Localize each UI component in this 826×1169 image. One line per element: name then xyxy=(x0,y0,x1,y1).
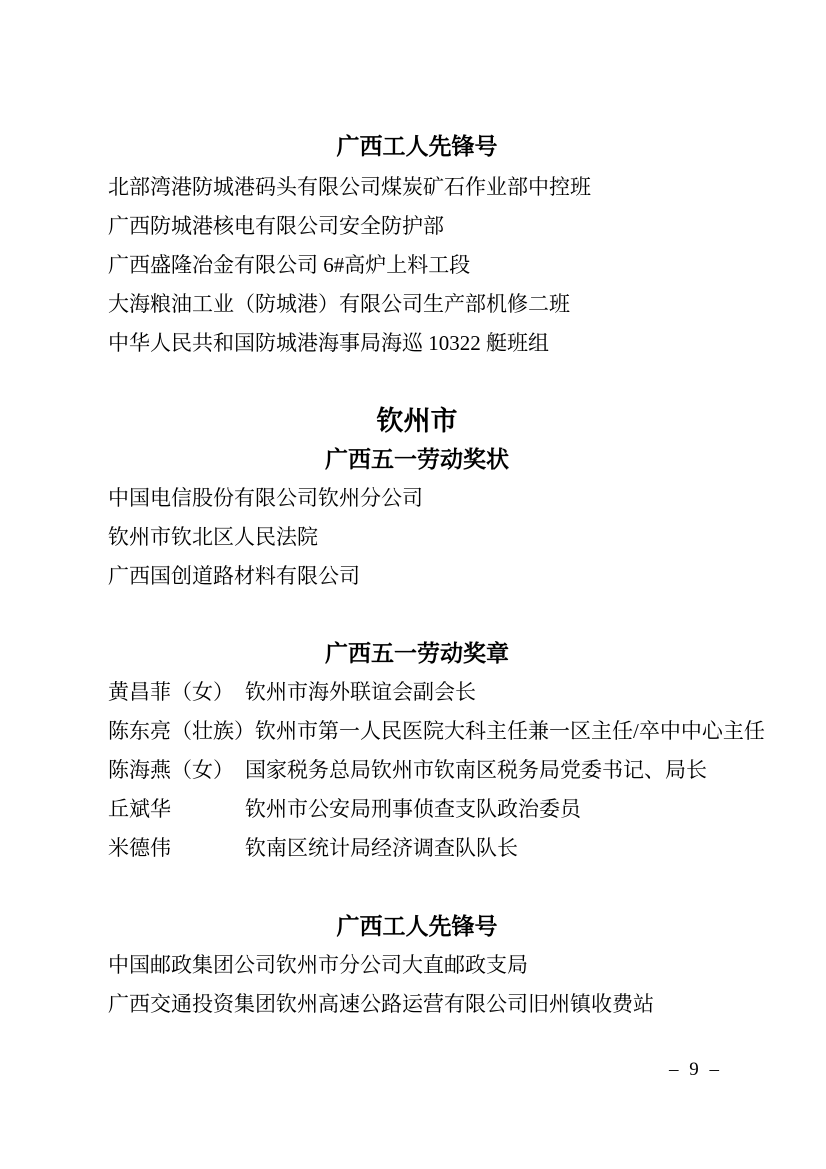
document-content xyxy=(108,0,765,1024)
list-item: 大海粮油工业（防城港）有限公司生产部机修二班 xyxy=(108,292,570,316)
city-heading-qinzhou: 钦州市 xyxy=(376,406,458,436)
section-heading-worker-pioneer-fangchenggang: 广西工人先锋号 xyxy=(336,133,498,159)
list-item xyxy=(108,790,726,829)
section-heading-worker-pioneer-qinzhou: 广西工人先锋号 xyxy=(336,913,498,939)
recipient-role: 钦州市海外联谊会副会长 xyxy=(245,680,476,704)
list-item: 中华人民共和国防城港海事局海巡 10322 艇班组 xyxy=(108,331,549,355)
recipient-name: 陈海燕（女） xyxy=(108,758,234,782)
entry-list-may1-labor-certificate xyxy=(108,479,726,596)
list-item: 中国邮政集团公司钦州市分公司大直邮政支局 xyxy=(108,953,528,977)
list-item: 广西国创道路材料有限公司 xyxy=(108,564,360,588)
list-item: 广西交通投资集团钦州高速公路运营有限公司旧州镇收费站 xyxy=(108,992,654,1016)
entry-list-may1-labor-medal xyxy=(108,673,765,868)
list-item: 广西盛隆冶金有限公司 6#高炉上料工段 xyxy=(108,253,471,277)
list-item xyxy=(108,712,765,751)
recipient-role: 钦州市第一人民医院大科主任兼一区主任/卒中中心主任 xyxy=(255,719,765,743)
list-item xyxy=(108,751,726,790)
recipient-name: 陈东亮（壮族） xyxy=(108,719,255,743)
list-item: 钦州市钦北区人民法院 xyxy=(108,525,318,549)
section-heading-may1-labor-certificate: 广西五一劳动奖状 xyxy=(325,446,509,472)
list-item xyxy=(108,673,726,712)
entry-list-worker-pioneer-qinzhou xyxy=(108,946,726,1024)
entry-list-worker-pioneer-fangchenggang xyxy=(108,168,726,363)
recipient-role: 国家税务总局钦州市钦南区税务局党委书记、局长 xyxy=(245,758,707,782)
list-item: 中国电信股份有限公司钦州分公司 xyxy=(108,486,423,510)
list-item: 广西防城港核电有限公司安全防护部 xyxy=(108,214,444,238)
recipient-name: 米德伟 xyxy=(108,836,171,860)
recipient-role: 钦南区统计局经济调查队队长 xyxy=(245,836,518,860)
list-item: 北部湾港防城港码头有限公司煤炭矿石作业部中控班 xyxy=(108,175,591,199)
list-item xyxy=(108,829,726,868)
recipient-name: 黄昌菲（女） xyxy=(108,680,234,704)
recipient-name: 丘斌华 xyxy=(108,797,171,821)
recipient-role: 钦州市公安局刑事侦查支队政治委员 xyxy=(245,797,581,821)
page-number: – 9 – xyxy=(669,1059,722,1080)
section-heading-may1-labor-medal: 广西五一劳动奖章 xyxy=(325,640,509,666)
